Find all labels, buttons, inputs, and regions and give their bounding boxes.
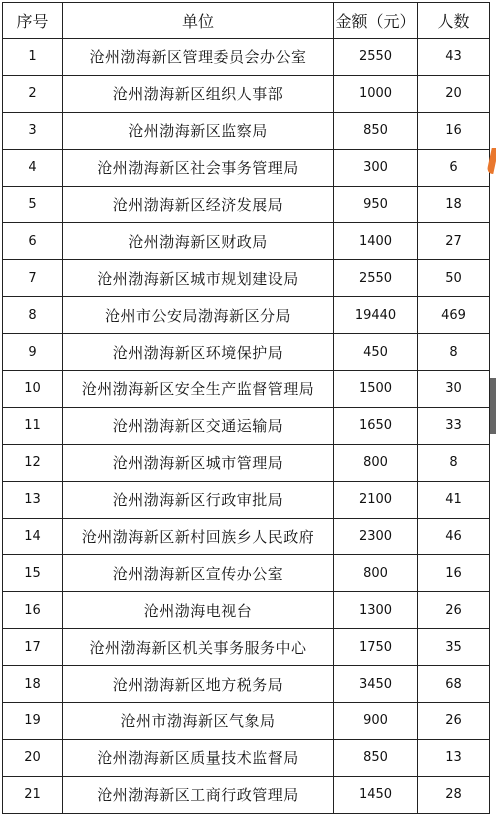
- row-unit: 沧州渤海新区交通运输局: [63, 407, 334, 444]
- row-people: 30: [418, 371, 490, 408]
- row-amount: 300: [334, 149, 418, 186]
- table-row: [3, 518, 490, 555]
- row-index: 12: [3, 444, 63, 481]
- row-unit: 沧州渤海新区城市管理局: [63, 444, 334, 481]
- row-people: 46: [418, 518, 490, 555]
- row-amount: 1650: [334, 407, 418, 444]
- row-amount: 1500: [334, 371, 418, 408]
- row-unit: 沧州市渤海新区气象局: [63, 703, 334, 740]
- row-index: 9: [3, 334, 63, 371]
- table-row: [3, 629, 490, 666]
- table-row: [3, 481, 490, 518]
- row-index: 17: [3, 629, 63, 666]
- table-row: [3, 223, 490, 260]
- row-unit: 沧州渤海新区经济发展局: [63, 186, 334, 223]
- row-index: 2: [3, 75, 63, 112]
- table-row: [3, 776, 490, 813]
- row-people: 8: [418, 334, 490, 371]
- row-unit: 沧州渤海新区工商行政管理局: [63, 776, 334, 813]
- row-index: 14: [3, 518, 63, 555]
- row-unit: 沧州渤海新区管理委员会办公室: [63, 39, 334, 76]
- table-row: [3, 260, 490, 297]
- row-index: 19: [3, 703, 63, 740]
- row-amount: 950: [334, 186, 418, 223]
- allocation-table: [2, 2, 490, 814]
- row-index: 11: [3, 407, 63, 444]
- row-unit: 沧州渤海新区地方税务局: [63, 666, 334, 703]
- row-people: 26: [418, 592, 490, 629]
- row-unit: 沧州渤海新区城市规划建设局: [63, 260, 334, 297]
- table-row: [3, 149, 490, 186]
- table-row: [3, 555, 490, 592]
- table-row: [3, 39, 490, 76]
- row-people: 68: [418, 666, 490, 703]
- table-body: [3, 39, 490, 814]
- row-unit: 沧州渤海新区财政局: [63, 223, 334, 260]
- header-unit: 单位: [63, 3, 334, 39]
- row-index: 18: [3, 666, 63, 703]
- header-people: 人数: [418, 3, 490, 39]
- row-people: 8: [418, 444, 490, 481]
- row-people: 27: [418, 223, 490, 260]
- row-index: 1: [3, 39, 63, 76]
- table-row: [3, 112, 490, 149]
- row-amount: 850: [334, 112, 418, 149]
- row-index: 15: [3, 555, 63, 592]
- row-unit: 沧州渤海新区质量技术监督局: [63, 739, 334, 776]
- row-index: 20: [3, 739, 63, 776]
- edge-scroll-mark: [490, 378, 496, 434]
- row-people: 35: [418, 629, 490, 666]
- row-amount: 1750: [334, 629, 418, 666]
- row-amount: 2300: [334, 518, 418, 555]
- row-unit: 沧州渤海新区社会事务管理局: [63, 149, 334, 186]
- row-unit: 沧州渤海电视台: [63, 592, 334, 629]
- row-amount: 19440: [334, 297, 418, 334]
- row-people: 18: [418, 186, 490, 223]
- row-people: 469: [418, 297, 490, 334]
- table-row: [3, 592, 490, 629]
- row-index: 5: [3, 186, 63, 223]
- row-index: 16: [3, 592, 63, 629]
- table-row: [3, 407, 490, 444]
- header-row: [3, 3, 490, 39]
- table-row: [3, 371, 490, 408]
- row-amount: 1400: [334, 223, 418, 260]
- row-people: 16: [418, 112, 490, 149]
- row-amount: 1000: [334, 75, 418, 112]
- row-amount: 1300: [334, 592, 418, 629]
- row-amount: 850: [334, 739, 418, 776]
- row-index: 7: [3, 260, 63, 297]
- row-amount: 2550: [334, 39, 418, 76]
- row-people: 28: [418, 776, 490, 813]
- table-row: [3, 739, 490, 776]
- row-people: 50: [418, 260, 490, 297]
- table-row: [3, 186, 490, 223]
- row-unit: 沧州渤海新区行政审批局: [63, 481, 334, 518]
- row-index: 21: [3, 776, 63, 813]
- row-unit: 沧州渤海新区环境保护局: [63, 334, 334, 371]
- row-unit: 沧州渤海新区监察局: [63, 112, 334, 149]
- table-row: [3, 75, 490, 112]
- row-unit: 沧州市公安局渤海新区分局: [63, 297, 334, 334]
- row-amount: 450: [334, 334, 418, 371]
- table-row: [3, 297, 490, 334]
- row-people: 16: [418, 555, 490, 592]
- row-index: 4: [3, 149, 63, 186]
- row-unit: 沧州渤海新区机关事务服务中心: [63, 629, 334, 666]
- row-amount: 800: [334, 555, 418, 592]
- row-unit: 沧州渤海新区组织人事部: [63, 75, 334, 112]
- header-index: 序号: [3, 3, 63, 39]
- row-amount: 2550: [334, 260, 418, 297]
- row-people: 20: [418, 75, 490, 112]
- row-unit: 沧州渤海新区安全生产监督管理局: [63, 371, 334, 408]
- row-people: 33: [418, 407, 490, 444]
- row-people: 6: [418, 149, 490, 186]
- table-row: [3, 666, 490, 703]
- table-row: [3, 444, 490, 481]
- header-amount: 金额（元）: [334, 3, 418, 39]
- row-people: 41: [418, 481, 490, 518]
- row-people: 26: [418, 703, 490, 740]
- row-unit: 沧州渤海新区宣传办公室: [63, 555, 334, 592]
- row-amount: 3450: [334, 666, 418, 703]
- row-index: 6: [3, 223, 63, 260]
- row-people: 43: [418, 39, 490, 76]
- row-unit: 沧州渤海新区新村回族乡人民政府: [63, 518, 334, 555]
- table-row: [3, 334, 490, 371]
- row-amount: 2100: [334, 481, 418, 518]
- row-index: 3: [3, 112, 63, 149]
- row-index: 13: [3, 481, 63, 518]
- row-people: 13: [418, 739, 490, 776]
- row-amount: 1450: [334, 776, 418, 813]
- table-row: [3, 703, 490, 740]
- row-amount: 800: [334, 444, 418, 481]
- row-index: 8: [3, 297, 63, 334]
- row-index: 10: [3, 371, 63, 408]
- row-amount: 900: [334, 703, 418, 740]
